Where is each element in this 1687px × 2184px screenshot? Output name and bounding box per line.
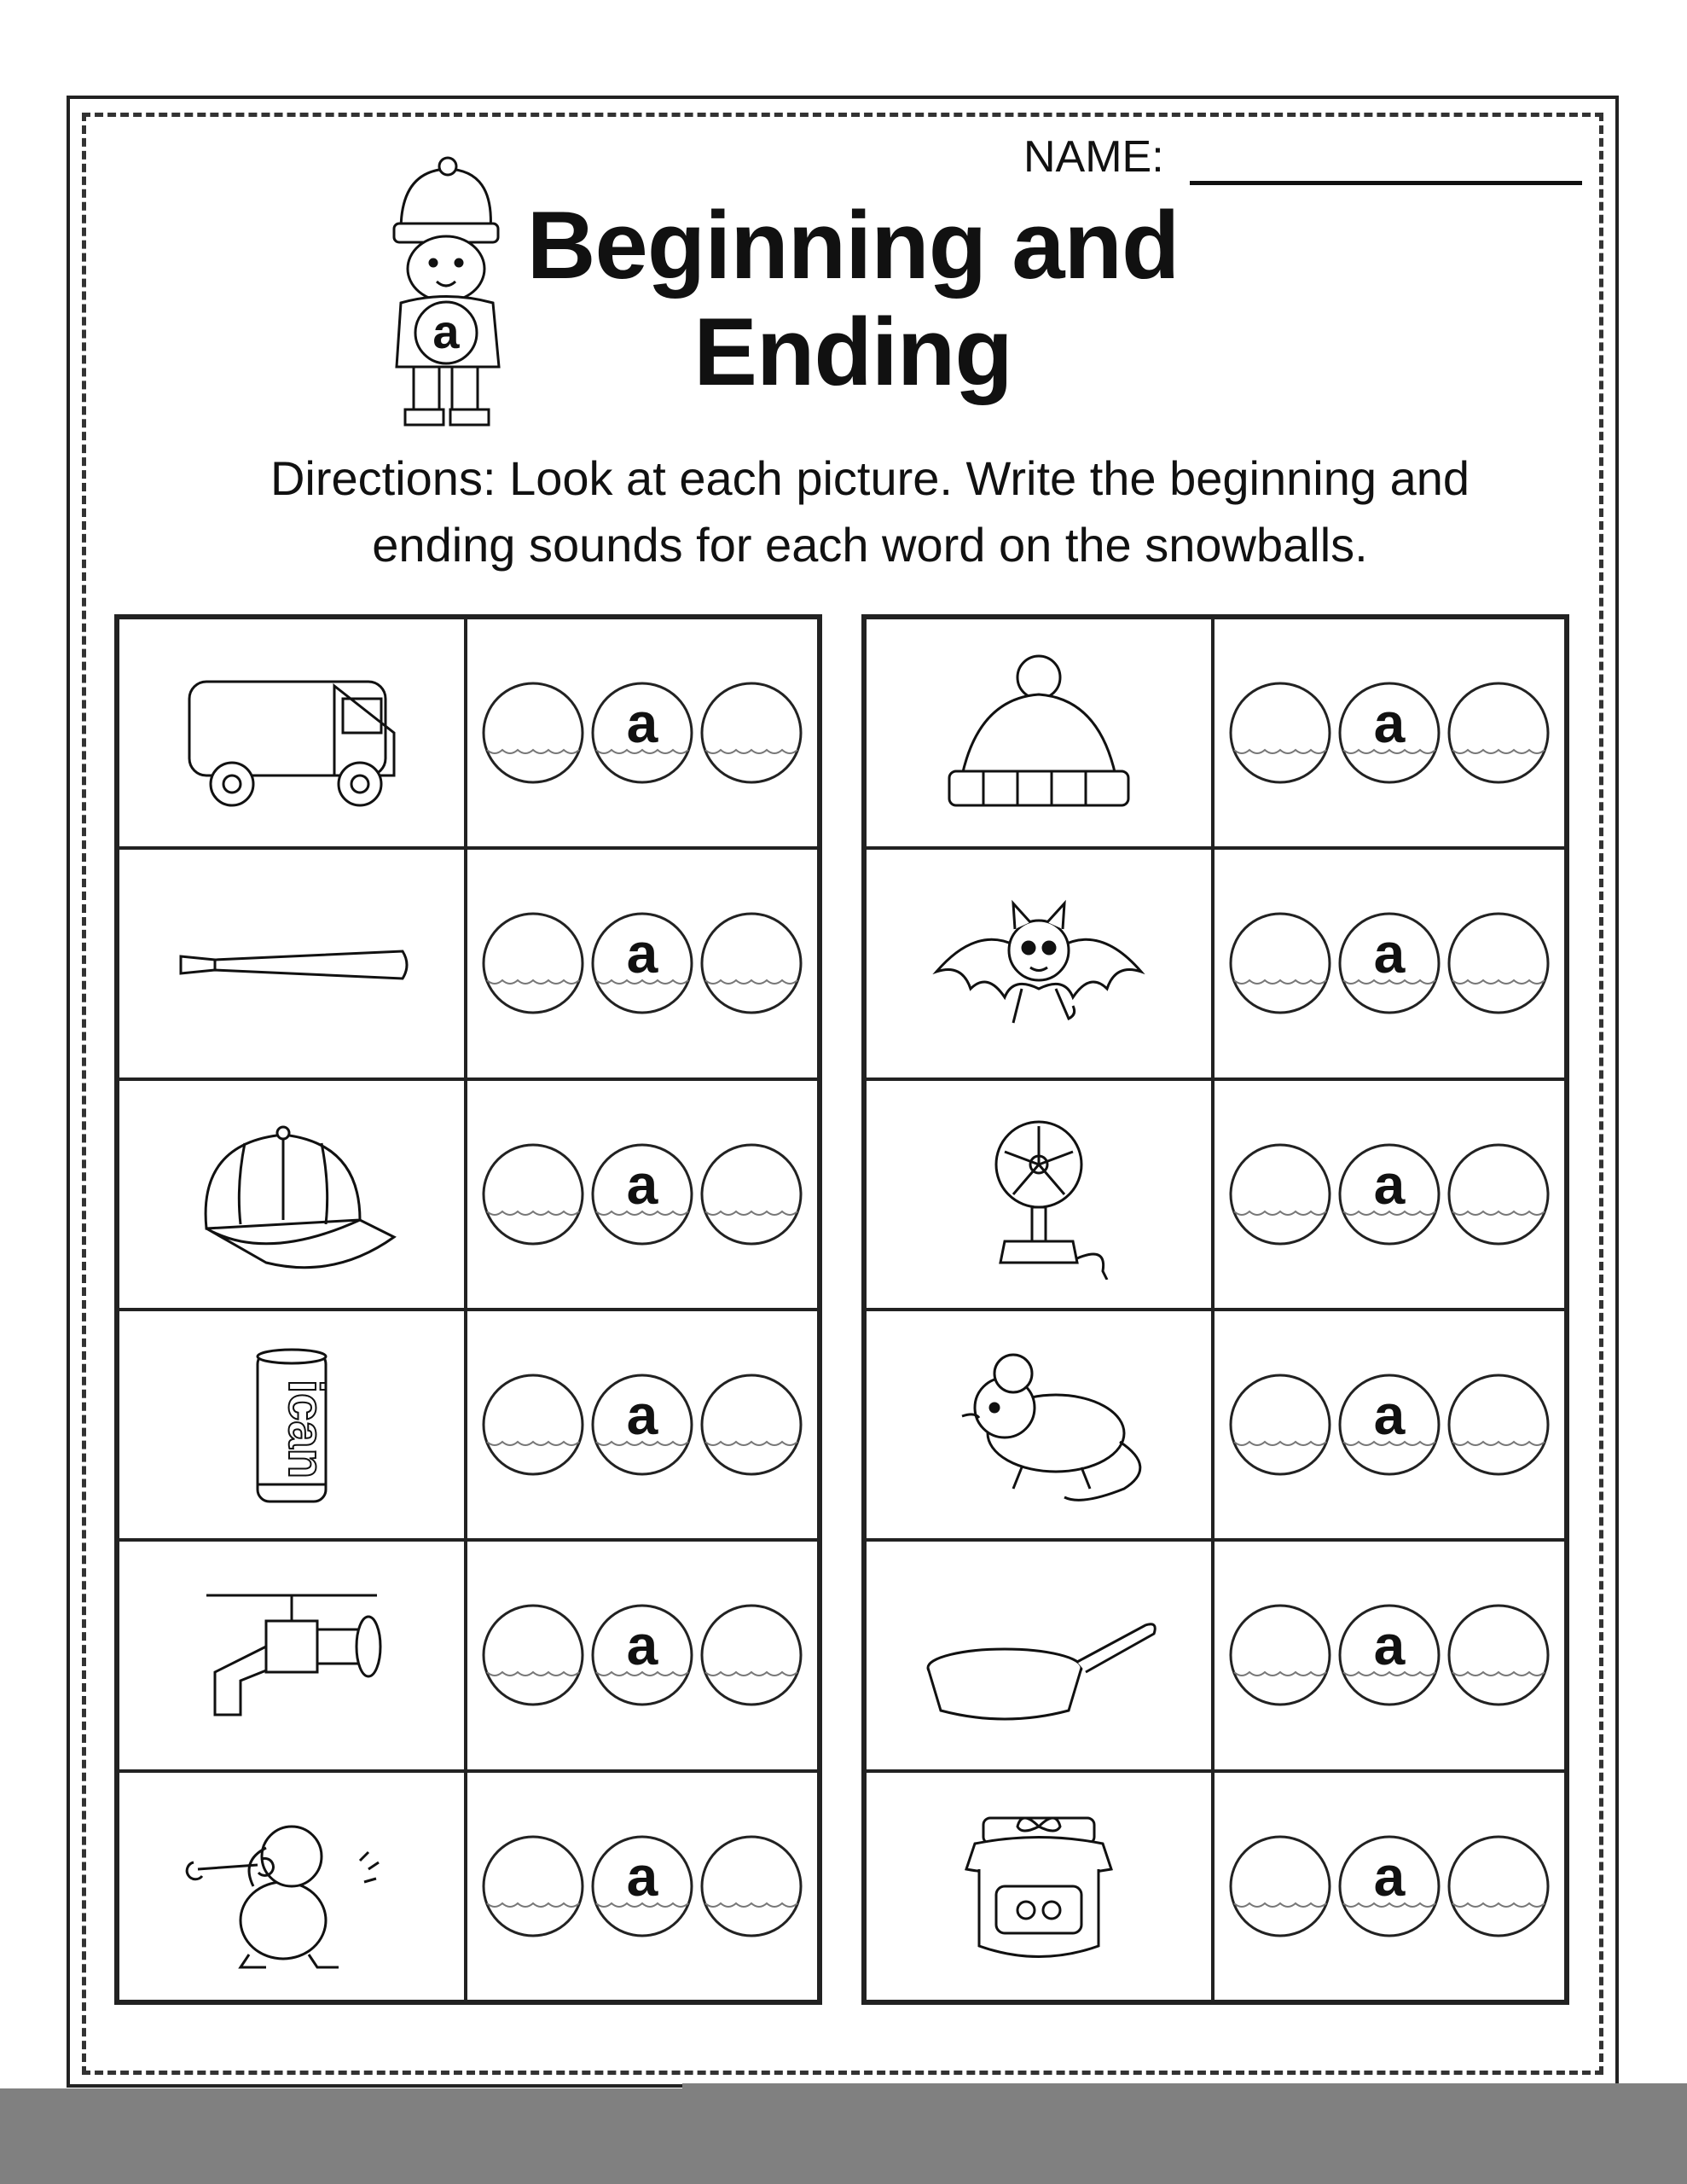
middle-letter-snowball: [589, 1602, 695, 1708]
baseball-bat-icon: [164, 878, 420, 1048]
ending-sound-snowball[interactable]: [1446, 1141, 1551, 1247]
picture-cell: [865, 1079, 1213, 1310]
middle-letter-snowball: [1336, 680, 1442, 786]
snowball-answer-cell: [466, 848, 819, 1078]
can-label: ican: [278, 1380, 333, 1479]
beginning-sound-snowball[interactable]: [480, 1833, 586, 1939]
middle-letter-snowball: [1336, 1833, 1442, 1939]
snowball-answer-cell: [1213, 1310, 1566, 1540]
ending-sound-snowball[interactable]: [699, 1833, 804, 1939]
picture-cell: [118, 618, 466, 848]
beginning-sound-snowball[interactable]: [1227, 910, 1333, 1016]
ending-sound-snowball[interactable]: [1446, 1602, 1551, 1708]
beginning-sound-snowball[interactable]: [480, 1141, 586, 1247]
ending-sound-snowball[interactable]: [1446, 910, 1551, 1016]
dog-icon: [164, 1801, 420, 1972]
snowball-row: [480, 910, 804, 1016]
snowball-row: [480, 1141, 804, 1247]
directions-line-1: Directions: Look at each picture. Write the beginning and: [270, 451, 1470, 505]
snowball-answer-cell: [1213, 1079, 1566, 1310]
picture-cell: [118, 1771, 466, 2001]
middle-letter-snowball: [1336, 1602, 1442, 1708]
ending-sound-snowball[interactable]: [1446, 680, 1551, 786]
ending-sound-snowball[interactable]: [1446, 1372, 1551, 1478]
ending-sound-snowball[interactable]: [699, 1602, 804, 1708]
middle-letter: a: [626, 1613, 658, 1677]
snowball-answer-cell: [1213, 1771, 1566, 2001]
snowball-answer-cell: [466, 1079, 819, 1310]
beginning-sound-snowball[interactable]: [480, 910, 586, 1016]
snowball-answer-cell: [1213, 848, 1566, 1078]
picture-cell: [118, 1310, 466, 1540]
beginning-sound-snowball[interactable]: [1227, 1602, 1333, 1708]
middle-letter: a: [1373, 1613, 1406, 1677]
middle-letter: a: [1373, 1152, 1406, 1216]
snowball-row: [1227, 1602, 1551, 1708]
snowball-answer-cell: [1213, 1540, 1566, 1770]
picture-cell: [118, 1540, 466, 1770]
snowball-answer-cell: [1213, 618, 1566, 848]
middle-letter-snowball: [589, 1833, 695, 1939]
middle-letter: a: [626, 1383, 658, 1447]
middle-letter: a: [626, 1152, 658, 1216]
title-line-2: Ending: [693, 299, 1012, 405]
snowball-row: [480, 1833, 804, 1939]
middle-letter-snowball: [589, 680, 695, 786]
middle-letter: a: [1373, 1844, 1406, 1908]
snowball-row: [1227, 910, 1551, 1016]
van-icon: [164, 648, 420, 818]
rat-icon: [911, 1339, 1167, 1510]
cap-icon: [164, 1109, 420, 1280]
middle-letter: a: [1373, 691, 1406, 755]
beginning-sound-snowball[interactable]: [1227, 680, 1333, 786]
beginning-sound-snowball[interactable]: [480, 680, 586, 786]
middle-letter: a: [626, 1844, 658, 1908]
ending-sound-snowball[interactable]: [699, 1141, 804, 1247]
middle-letter: a: [626, 921, 658, 985]
water-tap-icon: [164, 1570, 420, 1740]
beginning-sound-snowball[interactable]: [480, 1372, 586, 1478]
winter-hat-icon: [911, 648, 1167, 818]
picture-cell: [865, 1310, 1213, 1540]
snowball-answer-cell: [466, 618, 819, 848]
picture-cell: [865, 1540, 1213, 1770]
middle-letter: a: [1373, 1383, 1406, 1447]
middle-letter-snowball: [589, 910, 695, 1016]
ending-sound-snowball[interactable]: [699, 910, 804, 1016]
mascot-letter: a: [432, 305, 460, 358]
name-field[interactable]: [1190, 181, 1582, 185]
jam-jar-icon: [911, 1801, 1167, 1972]
middle-letter: a: [1373, 921, 1406, 985]
beginning-sound-snowball[interactable]: [1227, 1372, 1333, 1478]
bottom-gray-bar: [0, 2088, 1687, 2184]
ending-sound-snowball[interactable]: [1446, 1833, 1551, 1939]
title-line-1: Beginning and: [526, 192, 1180, 299]
beginning-sound-snowball[interactable]: [1227, 1141, 1333, 1247]
right-worksheet-table: [861, 614, 1569, 2005]
snowball-row: [1227, 1833, 1551, 1939]
middle-letter-snowball: [1336, 910, 1442, 1016]
middle-letter-snowball: [1336, 1372, 1442, 1478]
beginning-sound-snowball[interactable]: [1227, 1833, 1333, 1939]
picture-cell: [118, 1079, 466, 1310]
snowball-row: [1227, 1372, 1551, 1478]
snowball-answer-cell: [466, 1310, 819, 1540]
snowball-answer-cell: [466, 1540, 819, 1770]
snowball-row: [1227, 680, 1551, 786]
directions: [154, 445, 1586, 578]
fan-icon: [911, 1109, 1167, 1280]
middle-letter: a: [626, 691, 658, 755]
name-label: NAME:: [1023, 132, 1164, 182]
snowball-row: [480, 1372, 804, 1478]
picture-cell: [865, 848, 1213, 1078]
bat-animal-icon: [911, 878, 1167, 1048]
pan-icon: [911, 1570, 1167, 1740]
page-title: [512, 192, 1194, 405]
beginning-sound-snowball[interactable]: [480, 1602, 586, 1708]
middle-letter-snowball: [589, 1141, 695, 1247]
snowball-answer-cell: [466, 1771, 819, 2001]
soda-can-icon: [164, 1339, 420, 1510]
ending-sound-snowball[interactable]: [699, 680, 804, 786]
left-worksheet-table: [114, 614, 822, 2005]
picture-cell: [865, 1771, 1213, 2001]
picture-cell: [118, 848, 466, 1078]
snowball-row: [1227, 1141, 1551, 1247]
middle-letter-snowball: [1336, 1141, 1442, 1247]
snowball-row: [480, 1602, 804, 1708]
snowball-row: [480, 680, 804, 786]
ending-sound-snowball[interactable]: [699, 1372, 804, 1478]
middle-letter-snowball: [589, 1372, 695, 1478]
kid-mascot-icon: [367, 154, 520, 435]
directions-line-2: ending sounds for each word on the snowballs.: [372, 518, 1368, 572]
picture-cell: [865, 618, 1213, 848]
